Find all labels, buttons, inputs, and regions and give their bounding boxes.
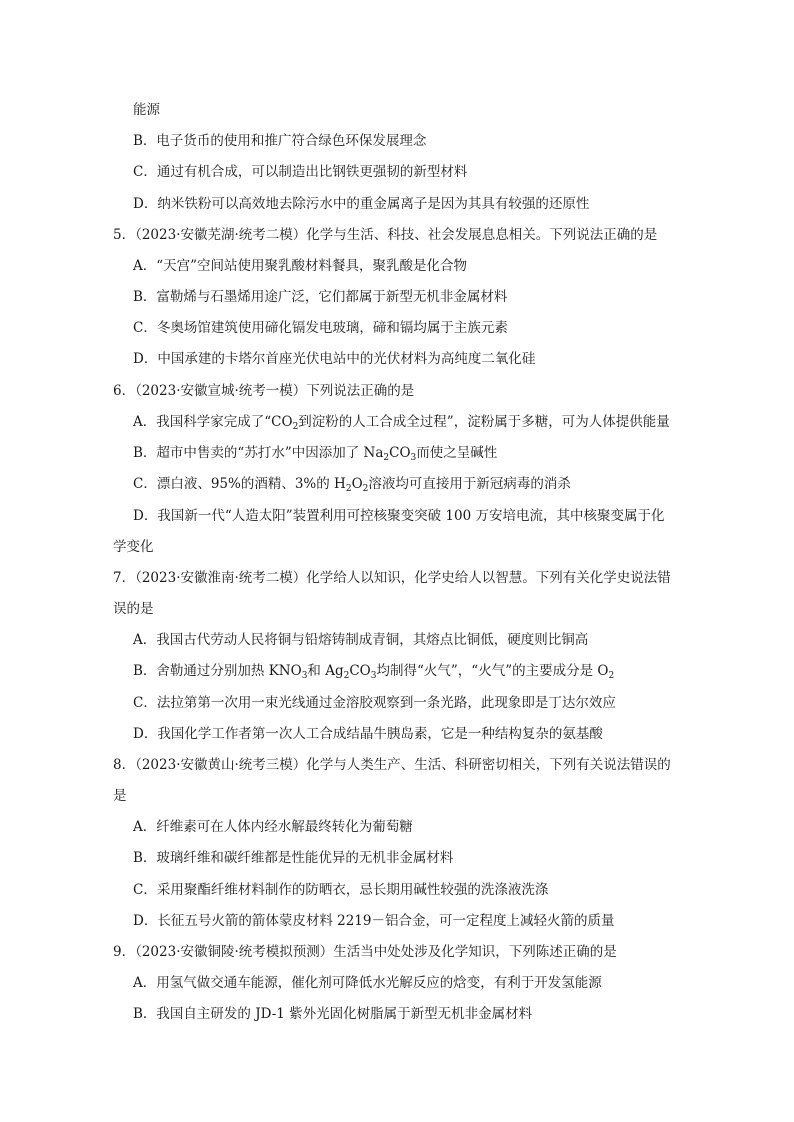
option-b xyxy=(133,661,614,681)
text-segment: 溶液均可直接用于新冠病毒的消杀 xyxy=(368,476,571,492)
option-d: D．长征五号火箭的箭体蒙皮材料 2219－铝合金，可一定程度上减轻火箭的质量 xyxy=(133,913,615,929)
subscript: 2 xyxy=(345,484,352,494)
option-c: C．冬奥场馆建筑使用碲化镉发电玻璃，碲和镉均属于主族元素 xyxy=(133,320,508,336)
text-segment: A．我国科学家完成了“CO xyxy=(133,414,293,430)
subscript: 2 xyxy=(383,453,390,463)
option-d: D．我国化学工作者第一次人工合成结晶牛胰岛素，它是一种结构复杂的氨基酸 xyxy=(133,726,603,742)
subscript: 3 xyxy=(301,671,308,681)
option-a: A．“天宫”空间站使用聚乳酸材料餐具，聚乳酸是化合物 xyxy=(133,258,468,274)
text-segment: 到淀粉的人工合成全过程”，淀粉属于多糖，可为人体提供能量 xyxy=(298,414,670,430)
text-segment: C．漂白液、95%的酒精、3%的 H xyxy=(133,476,346,492)
text-segment: CO xyxy=(349,663,371,679)
question-6-stem: 6．（2023·安徽宣城·统考一模）下列说法正确的是 xyxy=(113,383,415,399)
option-d: D．纳米铁粉可以高效地去除污水中的重金属离子是因为其具有较强的还原性 xyxy=(133,196,590,212)
text-line-continued: 误的是 xyxy=(113,601,154,617)
option-a: A．纤维素可在人体内经水解最终转化为葡萄糖 xyxy=(133,819,413,835)
subscript: 2 xyxy=(608,671,615,681)
text-segment: 而使之呈碱性 xyxy=(416,445,498,461)
option-b: B．富勒烯与石墨烯用途广泛，它们都属于新型无机非金属材料 xyxy=(133,289,508,305)
text-segment: 和 Ag xyxy=(307,663,344,679)
text-line: 能源 xyxy=(133,102,160,118)
question-5-stem: 5．（2023·安徽芜湖·统考二模）化学与生活、科技、社会发展息息相关。下列说法正确的是 xyxy=(113,227,658,243)
option-a xyxy=(133,412,670,432)
option-c: C．采用聚酯纤维材料制作的防晒衣，忌长期用碱性较强的洗涤液洗涤 xyxy=(133,882,549,898)
question-7-stem: 7．（2023·安徽淮南·统考二模）化学给人以知识，化学史给人以智慧。下列有关化学史说法错 xyxy=(113,570,671,586)
text-segment: B．舍勒通过分别加热 KNO xyxy=(133,663,302,679)
option-c: C．通过有机合成，可以制造出比钢铁更强韧的新型材料 xyxy=(133,164,468,180)
option-b xyxy=(133,443,497,463)
text-line-continued: 学变化 xyxy=(113,539,154,555)
question-9-stem: 9．（2023·安徽铜陵·统考模拟预测）生活当中处处涉及化学知识，下列陈述正确的是 xyxy=(113,944,617,960)
subscript: 3 xyxy=(410,453,417,463)
option-b: B．电子货币的使用和推广符合绿色环保发展理念 xyxy=(133,133,427,149)
option-c: C．法拉第第一次用一束光线通过金溶胶观察到一条光路，此现象即是丁达尔效应 xyxy=(133,695,616,711)
option-b: B．我国自主研发的 JD-1 紫外光固化树脂属于新型无机非金属材料 xyxy=(133,1006,533,1022)
text-segment: O xyxy=(351,476,363,492)
text-segment: 均制得“火气”，“火气”的主要成分是 O xyxy=(376,663,609,679)
option-a: A．我国古代劳动人民将铜与铅熔铸制成青铜，其熔点比铜低，硬度则比铜高 xyxy=(133,632,589,648)
text-line-continued: 是 xyxy=(113,788,127,804)
subscript: 2 xyxy=(292,422,299,432)
text-segment: CO xyxy=(389,445,411,461)
subscript: 3 xyxy=(370,671,377,681)
text-segment: B．超市中售卖的“苏打水”中因添加了 Na xyxy=(133,445,384,461)
subscript: 2 xyxy=(343,671,350,681)
option-d: D．中国承建的卡塔尔首座光伏电站中的光伏材料为高纯度二氧化硅 xyxy=(133,351,536,367)
option-b: B．玻璃纤维和碳纤维都是性能优异的无机非金属材料 xyxy=(133,850,454,866)
subscript: 2 xyxy=(362,484,369,494)
option-d: D．我国新一代“人造太阳”装置利用可控核聚变突破 100 万安培电流，其中核聚变属于化 xyxy=(133,508,665,524)
question-8-stem: 8．（2023·安徽黄山·统考三模）化学与人类生产、生活、科研密切相关，下列有关说法错误的 xyxy=(113,757,671,773)
option-c xyxy=(133,474,571,494)
option-a: A．用氢气做交通车能源，催化剂可降低水光解反应的焓变，有利于开发氢能源 xyxy=(133,975,602,991)
